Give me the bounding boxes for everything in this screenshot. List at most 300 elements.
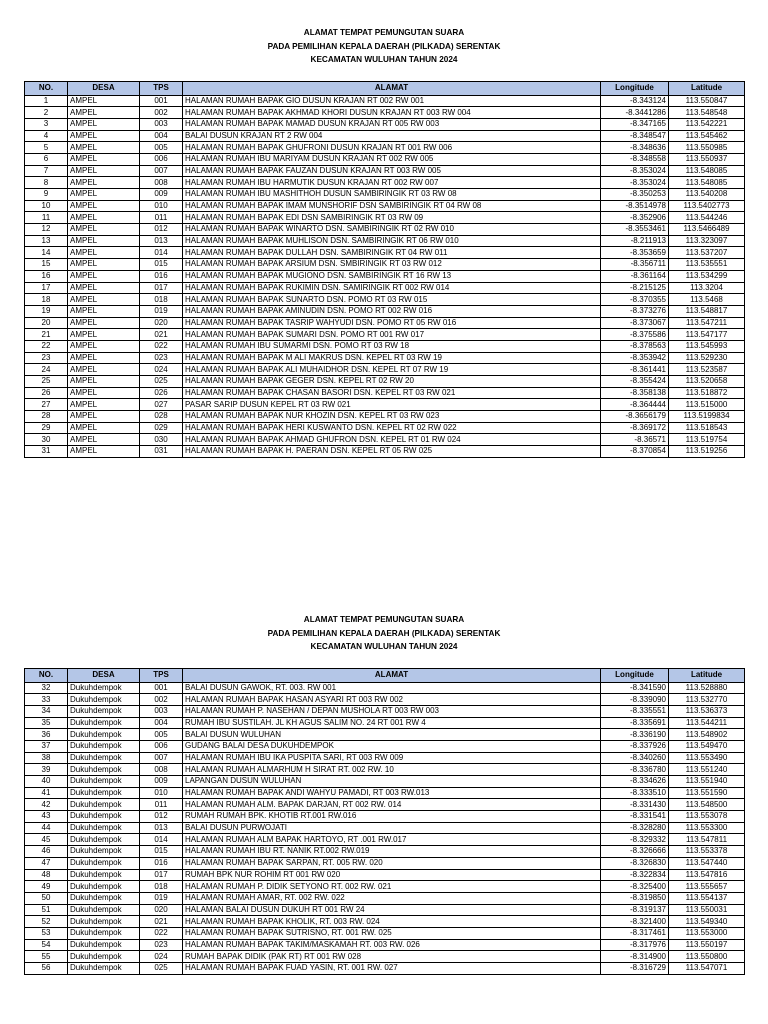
table-row — [25, 376, 745, 388]
table-row — [25, 153, 745, 165]
cell-longitude: -8.215125 — [601, 282, 669, 294]
cell-longitude: -8.353024 — [601, 165, 669, 177]
table-row — [25, 892, 745, 904]
cell-longitude: -8.321400 — [601, 916, 669, 928]
cell-tps: 015 — [140, 846, 183, 858]
cell-no: 54 — [25, 939, 68, 951]
cell-no: 36 — [25, 729, 68, 741]
table-row — [25, 411, 745, 423]
cell-alamat: HALAMAN RUMAH BAPAK KHOLIK, RT. 003 RW. 024 — [183, 916, 601, 928]
cell-tps: 013 — [140, 235, 183, 247]
cell-tps: 021 — [140, 916, 183, 928]
cell-longitude: -8.353659 — [601, 247, 669, 259]
cell-latitude: 113.534299 — [669, 270, 745, 282]
section-header — [24, 613, 744, 654]
table-row — [25, 142, 745, 154]
cell-no: 53 — [25, 927, 68, 939]
cell-desa: Dukuhdempok — [68, 752, 140, 764]
cell-alamat: HALAMAN RUMAH BAPAK MUGIONO DSN. SAMBIRINGIK RT 16 RW 13 — [183, 270, 601, 282]
table-row — [25, 364, 745, 376]
title-line-2: PADA PEMILIHAN KEPALA DAERAH (PILKADA) SERENTAK — [267, 41, 501, 51]
table-row — [25, 434, 745, 446]
cell-tps: 031 — [140, 446, 183, 458]
cell-desa: Dukuhdempok — [68, 694, 140, 706]
col-header-desa: DESA — [68, 668, 140, 682]
col-header-tps: TPS — [140, 668, 183, 682]
title-line-3: KECAMATAN WULUHAN TAHUN 2024 — [310, 55, 458, 64]
cell-latitude: 113.540208 — [669, 189, 745, 201]
cell-no: 6 — [25, 153, 68, 165]
cell-latitude: 113.553490 — [669, 752, 745, 764]
table-row — [25, 329, 745, 341]
cell-longitude: -8.348558 — [601, 153, 669, 165]
cell-alamat: HALAMAN RUMAH BAPAK DULLAH DSN. SAMBIRINGIK RT 04 RW 011 — [183, 247, 601, 259]
cell-latitude: 113.547816 — [669, 869, 745, 881]
cell-tps: 002 — [140, 107, 183, 119]
cell-longitude: -8.329332 — [601, 834, 669, 846]
cell-tps: 025 — [140, 963, 183, 975]
cell-latitude: 113.528880 — [669, 682, 745, 694]
table-row — [25, 235, 745, 247]
cell-no: 41 — [25, 787, 68, 799]
cell-desa: AMPEL — [68, 305, 140, 317]
cell-desa: Dukuhdempok — [68, 764, 140, 776]
cell-alamat: HALAMAN RUMAH P. DIDIK SETYONO RT. 002 RW. 021 — [183, 881, 601, 893]
table-row — [25, 189, 745, 201]
cell-desa: Dukuhdempok — [68, 916, 140, 928]
cell-tps: 013 — [140, 822, 183, 834]
section-ampel — [24, 26, 744, 458]
cell-longitude: -8.331430 — [601, 799, 669, 811]
cell-alamat: BALAI DUSUN WULUHAN — [183, 729, 601, 741]
col-header-no: NO. — [25, 668, 68, 682]
cell-latitude: 113.550031 — [669, 904, 745, 916]
cell-no: 32 — [25, 682, 68, 694]
table-body — [25, 682, 745, 974]
cell-longitude: -8.335551 — [601, 705, 669, 717]
col-header-latitude: Latitude — [669, 668, 745, 682]
cell-desa: Dukuhdempok — [68, 729, 140, 741]
cell-latitude: 113.535551 — [669, 259, 745, 271]
cell-alamat: HALAMAN RUMAH IBU MARIYAM DUSUN KRAJAN RT 002 RW 005 — [183, 153, 601, 165]
cell-latitude: 113.547211 — [669, 317, 745, 329]
cell-tps: 006 — [140, 153, 183, 165]
cell-longitude: -8.350253 — [601, 189, 669, 201]
cell-desa: AMPEL — [68, 364, 140, 376]
cell-latitude: 113.548500 — [669, 799, 745, 811]
cell-tps: 014 — [140, 247, 183, 259]
cell-tps: 020 — [140, 904, 183, 916]
cell-desa: AMPEL — [68, 317, 140, 329]
cell-tps: 001 — [140, 95, 183, 107]
cell-latitude: 113.515000 — [669, 399, 745, 411]
cell-desa: Dukuhdempok — [68, 717, 140, 729]
table-row — [25, 811, 745, 823]
cell-latitude: 113.550197 — [669, 939, 745, 951]
table-row — [25, 916, 745, 928]
cell-tps: 015 — [140, 259, 183, 271]
cell-no: 47 — [25, 857, 68, 869]
cell-latitude: 113.548548 — [669, 107, 745, 119]
cell-desa: Dukuhdempok — [68, 846, 140, 858]
table-row — [25, 212, 745, 224]
cell-longitude: -8.3656179 — [601, 411, 669, 423]
cell-alamat: HALAMAN RUMAH BAPAK MUHLISON DSN. SAMBIRINGIK RT 06 RW 010 — [183, 235, 601, 247]
cell-alamat: HALAMAN RUMAH BAPAK FUAD YASIN, RT. 001 RW. 027 — [183, 963, 601, 975]
cell-tps: 010 — [140, 200, 183, 212]
cell-tps: 017 — [140, 282, 183, 294]
table-row — [25, 282, 745, 294]
cell-no: 24 — [25, 364, 68, 376]
table-row — [25, 200, 745, 212]
cell-alamat: RUMAH RUMAH BPK. KHOTIB RT.001 RW.016 — [183, 811, 601, 823]
table-row — [25, 846, 745, 858]
cell-no: 7 — [25, 165, 68, 177]
cell-desa: AMPEL — [68, 212, 140, 224]
cell-alamat: HALAMAN RUMAH BAPAK WINARTO DSN. SAMBIRINGIK RT 02 RW 010 — [183, 224, 601, 236]
cell-longitude: -8.3553461 — [601, 224, 669, 236]
cell-latitude: 113.5468 — [669, 294, 745, 306]
cell-desa: Dukuhdempok — [68, 705, 140, 717]
cell-longitude: -8.343124 — [601, 95, 669, 107]
table-row — [25, 107, 745, 119]
cell-longitude: -8.336190 — [601, 729, 669, 741]
table-row — [25, 682, 745, 694]
cell-desa: Dukuhdempok — [68, 892, 140, 904]
cell-tps: 027 — [140, 399, 183, 411]
cell-desa: AMPEL — [68, 165, 140, 177]
cell-desa: AMPEL — [68, 142, 140, 154]
table-body — [25, 95, 745, 457]
cell-latitude: 113.520658 — [669, 376, 745, 388]
cell-no: 15 — [25, 259, 68, 271]
cell-tps: 007 — [140, 165, 183, 177]
col-header-tps: TPS — [140, 81, 183, 95]
col-header-alamat: ALAMAT — [183, 668, 601, 682]
cell-latitude: 113.544211 — [669, 717, 745, 729]
cell-alamat: HALAMAN RUMAH BAPAK IMAM MUNSHORIF DSN SAMBIRINGIK RT 04 RW 08 — [183, 200, 601, 212]
cell-tps: 028 — [140, 411, 183, 423]
cell-desa: Dukuhdempok — [68, 951, 140, 963]
cell-no: 26 — [25, 387, 68, 399]
cell-longitude: -8.317976 — [601, 939, 669, 951]
cell-desa: AMPEL — [68, 340, 140, 352]
table-row — [25, 904, 745, 916]
cell-alamat: HALAMAN RUMAH BAPAK GHUFRONI DUSUN KRAJAN RT 001 RW 006 — [183, 142, 601, 154]
cell-tps: 023 — [140, 352, 183, 364]
col-header-longitude: Longitude — [601, 81, 669, 95]
cell-alamat: HALAMAN RUMAH BAPAK SUNARTO DSN. POMO RT 03 RW 015 — [183, 294, 601, 306]
cell-longitude: -8.373067 — [601, 317, 669, 329]
cell-desa: Dukuhdempok — [68, 927, 140, 939]
cell-latitude: 113.547071 — [669, 963, 745, 975]
cell-latitude: 113.555657 — [669, 881, 745, 893]
table-row — [25, 118, 745, 130]
cell-tps: 003 — [140, 118, 183, 130]
cell-tps: 004 — [140, 717, 183, 729]
cell-no: 20 — [25, 317, 68, 329]
table-header-row — [25, 668, 745, 682]
cell-latitude: 113.547177 — [669, 329, 745, 341]
tps-table — [24, 668, 745, 975]
cell-no: 4 — [25, 130, 68, 142]
cell-tps: 009 — [140, 189, 183, 201]
cell-desa: AMPEL — [68, 130, 140, 142]
cell-longitude: -8.316729 — [601, 963, 669, 975]
cell-alamat: HALAMAN RUMAH BAPAK MAMAD DUSUN KRAJAN RT 005 RW 003 — [183, 118, 601, 130]
table-row — [25, 694, 745, 706]
table-header-row — [25, 81, 745, 95]
cell-longitude: -8.356711 — [601, 259, 669, 271]
table-row — [25, 881, 745, 893]
cell-alamat: HALAMAN RUMAH BAPAK HASAN ASYARI RT 003 RW 002 — [183, 694, 601, 706]
cell-tps: 008 — [140, 764, 183, 776]
cell-alamat: BALAI DUSUN GAWOK, RT. 003. RW 001 — [183, 682, 601, 694]
table-row — [25, 764, 745, 776]
cell-desa: AMPEL — [68, 189, 140, 201]
cell-tps: 025 — [140, 376, 183, 388]
cell-alamat: HALAMAN BALAI DUSUN DUKUH RT 001 RW 24 — [183, 904, 601, 916]
cell-desa: Dukuhdempok — [68, 939, 140, 951]
cell-longitude: -8.378563 — [601, 340, 669, 352]
col-header-latitude: Latitude — [669, 81, 745, 95]
cell-alamat: HALAMAN RUMAH BAPAK RUKIMIN DSN. SAMIRINGIK RT 002 RW 014 — [183, 282, 601, 294]
cell-latitude: 113.548817 — [669, 305, 745, 317]
cell-no: 8 — [25, 177, 68, 189]
cell-no: 31 — [25, 446, 68, 458]
cell-tps: 024 — [140, 364, 183, 376]
cell-latitude: 113.547440 — [669, 857, 745, 869]
cell-desa: AMPEL — [68, 446, 140, 458]
cell-alamat: HALAMAN RUMAH BAPAK M ALI MAKRUS DSN. KEPEL RT 03 RW 19 — [183, 352, 601, 364]
cell-no: 52 — [25, 916, 68, 928]
cell-tps: 021 — [140, 329, 183, 341]
cell-no: 2 — [25, 107, 68, 119]
cell-tps: 014 — [140, 834, 183, 846]
cell-no: 23 — [25, 352, 68, 364]
cell-latitude: 113.523587 — [669, 364, 745, 376]
cell-longitude: -8.326666 — [601, 846, 669, 858]
cell-latitude: 113.532770 — [669, 694, 745, 706]
cell-tps: 018 — [140, 881, 183, 893]
cell-desa: AMPEL — [68, 434, 140, 446]
cell-tps: 012 — [140, 224, 183, 236]
table-row — [25, 305, 745, 317]
title-line-2: PADA PEMILIHAN KEPALA DAERAH (PILKADA) SERENTAK — [267, 628, 501, 638]
cell-latitude: 113.536373 — [669, 705, 745, 717]
cell-no: 28 — [25, 411, 68, 423]
cell-alamat: GUDANG BALAI DESA DUKUHDEMPOK — [183, 740, 601, 752]
cell-longitude: -8.352906 — [601, 212, 669, 224]
cell-tps: 002 — [140, 694, 183, 706]
table-row — [25, 822, 745, 834]
cell-tps: 012 — [140, 811, 183, 823]
title-line-1: ALAMAT TEMPAT PEMUNGUTAN SUARA — [303, 28, 465, 37]
cell-alamat: HALAMAN RUMAH BAPAK TASRIP WAHYUDI DSN. POMO RT 05 RW 016 — [183, 317, 601, 329]
cell-alamat: HALAMAN RUMAH IBU SUMARMI DSN. POMO RT 03 RW 18 — [183, 340, 601, 352]
cell-latitude: 113.553300 — [669, 822, 745, 834]
cell-tps: 023 — [140, 939, 183, 951]
cell-tps: 011 — [140, 212, 183, 224]
cell-latitude: 113.519256 — [669, 446, 745, 458]
table-row — [25, 857, 745, 869]
cell-tps: 018 — [140, 294, 183, 306]
cell-no: 45 — [25, 834, 68, 846]
cell-tps: 030 — [140, 434, 183, 446]
cell-no: 9 — [25, 189, 68, 201]
cell-tps: 026 — [140, 387, 183, 399]
cell-longitude: -8.336780 — [601, 764, 669, 776]
cell-no: 1 — [25, 95, 68, 107]
table-row — [25, 247, 745, 259]
cell-alamat: HALAMAN RUMAH BAPAK EDI DSN SAMBIRINGIK RT 03 RW 09 — [183, 212, 601, 224]
table-row — [25, 939, 745, 951]
cell-latitude: 113.5466489 — [669, 224, 745, 236]
cell-desa: AMPEL — [68, 282, 140, 294]
cell-alamat: HALAMAN RUMAH BAPAK GEGER DSN. KEPEL RT 02 RW 20 — [183, 376, 601, 388]
cell-longitude: -8.3441286 — [601, 107, 669, 119]
table-row — [25, 130, 745, 142]
cell-latitude: 113.529230 — [669, 352, 745, 364]
table-row — [25, 224, 745, 236]
cell-latitude: 113.544246 — [669, 212, 745, 224]
cell-desa: Dukuhdempok — [68, 740, 140, 752]
cell-longitude: -8.3514978 — [601, 200, 669, 212]
cell-alamat: HALAMAN RUMAH BAPAK SARPAN, RT. 005 RW. 020 — [183, 857, 601, 869]
cell-tps: 016 — [140, 857, 183, 869]
table-row — [25, 422, 745, 434]
cell-latitude: 113.547811 — [669, 834, 745, 846]
cell-desa: AMPEL — [68, 376, 140, 388]
table-row — [25, 446, 745, 458]
cell-desa: AMPEL — [68, 294, 140, 306]
cell-longitude: -8.355424 — [601, 376, 669, 388]
cell-latitude: 113.548085 — [669, 177, 745, 189]
title-line-1: ALAMAT TEMPAT PEMUNGUTAN SUARA — [303, 615, 465, 624]
cell-longitude: -8.334626 — [601, 776, 669, 788]
table-row — [25, 951, 745, 963]
cell-desa: AMPEL — [68, 399, 140, 411]
cell-longitude: -8.314900 — [601, 951, 669, 963]
table-row — [25, 352, 745, 364]
cell-latitude: 113.518543 — [669, 422, 745, 434]
cell-alamat: HALAMAN RUMAH ALMARHUM H SIRAT RT. 002 RW. 10 — [183, 764, 601, 776]
cell-no: 34 — [25, 705, 68, 717]
table-row — [25, 869, 745, 881]
cell-no: 44 — [25, 822, 68, 834]
table-row — [25, 834, 745, 846]
cell-alamat: HALAMAN RUMAH ALM. BAPAK DARJAN, RT 002 RW. 014 — [183, 799, 601, 811]
cell-desa: Dukuhdempok — [68, 834, 140, 846]
cell-latitude: 113.542221 — [669, 118, 745, 130]
cell-tps: 017 — [140, 869, 183, 881]
table-row — [25, 740, 745, 752]
tps-table — [24, 81, 745, 458]
cell-alamat: HALAMAN RUMAH BAPAK ANDI WAHYU PAMADI, RT 003 RW.013 — [183, 787, 601, 799]
cell-longitude: -8.319137 — [601, 904, 669, 916]
cell-tps: 024 — [140, 951, 183, 963]
cell-no: 43 — [25, 811, 68, 823]
cell-tps: 005 — [140, 729, 183, 741]
cell-no: 18 — [25, 294, 68, 306]
cell-longitude: -8.375586 — [601, 329, 669, 341]
cell-longitude: -8.36571 — [601, 434, 669, 446]
cell-longitude: -8.369172 — [601, 422, 669, 434]
cell-longitude: -8.370854 — [601, 446, 669, 458]
cell-desa: AMPEL — [68, 422, 140, 434]
cell-longitude: -8.319850 — [601, 892, 669, 904]
cell-alamat: HALAMAN RUMAH BAPAK FAUZAN DUSUN KRAJAN RT 003 RW 005 — [183, 165, 601, 177]
cell-latitude: 113.5402773 — [669, 200, 745, 212]
cell-alamat: HALAMAN RUMAH BAPAK AKHMAD KHORI DUSUN KRAJAN RT 003 RW 004 — [183, 107, 601, 119]
cell-tps: 019 — [140, 892, 183, 904]
cell-desa: Dukuhdempok — [68, 811, 140, 823]
cell-longitude: -8.370355 — [601, 294, 669, 306]
table-row — [25, 776, 745, 788]
table-row — [25, 717, 745, 729]
cell-desa: AMPEL — [68, 107, 140, 119]
cell-no: 27 — [25, 399, 68, 411]
cell-latitude: 113.3204 — [669, 282, 745, 294]
cell-longitude: -8.211913 — [601, 235, 669, 247]
cell-latitude: 113.553000 — [669, 927, 745, 939]
cell-desa: Dukuhdempok — [68, 682, 140, 694]
cell-alamat: BALAI DUSUN PURWOJATI — [183, 822, 601, 834]
cell-no: 56 — [25, 963, 68, 975]
cell-tps: 010 — [140, 787, 183, 799]
cell-latitude: 113.550985 — [669, 142, 745, 154]
cell-alamat: PASAR SARIP DUSUN KEPEL RT 03 RW 021 — [183, 399, 601, 411]
cell-alamat: HALAMAN RUMAH IBU HARMUTIK DUSUN KRAJAN RT 002 RW 007 — [183, 177, 601, 189]
cell-desa: Dukuhdempok — [68, 904, 140, 916]
cell-tps: 011 — [140, 799, 183, 811]
cell-tps: 016 — [140, 270, 183, 282]
cell-no: 42 — [25, 799, 68, 811]
cell-longitude: -8.331541 — [601, 811, 669, 823]
cell-no: 51 — [25, 904, 68, 916]
cell-longitude: -8.348636 — [601, 142, 669, 154]
cell-desa: Dukuhdempok — [68, 881, 140, 893]
cell-desa: AMPEL — [68, 270, 140, 282]
cell-tps: 003 — [140, 705, 183, 717]
table-row — [25, 799, 745, 811]
cell-longitude: -8.337926 — [601, 740, 669, 752]
cell-latitude: 113.548902 — [669, 729, 745, 741]
cell-longitude: -8.333510 — [601, 787, 669, 799]
cell-tps: 020 — [140, 317, 183, 329]
cell-desa: Dukuhdempok — [68, 822, 140, 834]
cell-tps: 001 — [140, 682, 183, 694]
cell-desa: AMPEL — [68, 259, 140, 271]
cell-latitude: 113.551590 — [669, 787, 745, 799]
cell-longitude: -8.373276 — [601, 305, 669, 317]
table-row — [25, 705, 745, 717]
cell-tps: 007 — [140, 752, 183, 764]
cell-tps: 006 — [140, 740, 183, 752]
cell-alamat: HALAMAN RUMAH BAPAK TAKIM/MASKAMAH RT. 003 RW. 026 — [183, 939, 601, 951]
cell-longitude: -8.328280 — [601, 822, 669, 834]
cell-no: 16 — [25, 270, 68, 282]
cell-alamat: HALAMAN RUMAH BAPAK ALI MUHAIDHOR DSN. KEPEL RT 07 RW 19 — [183, 364, 601, 376]
cell-tps: 004 — [140, 130, 183, 142]
cell-latitude: 113.551940 — [669, 776, 745, 788]
cell-no: 49 — [25, 881, 68, 893]
table-row — [25, 317, 745, 329]
section-dukuhdempok — [24, 613, 744, 975]
cell-alamat: HALAMAN RUMAH ALM BAPAK HARTOYO, RT .001 RW.017 — [183, 834, 601, 846]
col-header-longitude: Longitude — [601, 668, 669, 682]
cell-tps: 029 — [140, 422, 183, 434]
